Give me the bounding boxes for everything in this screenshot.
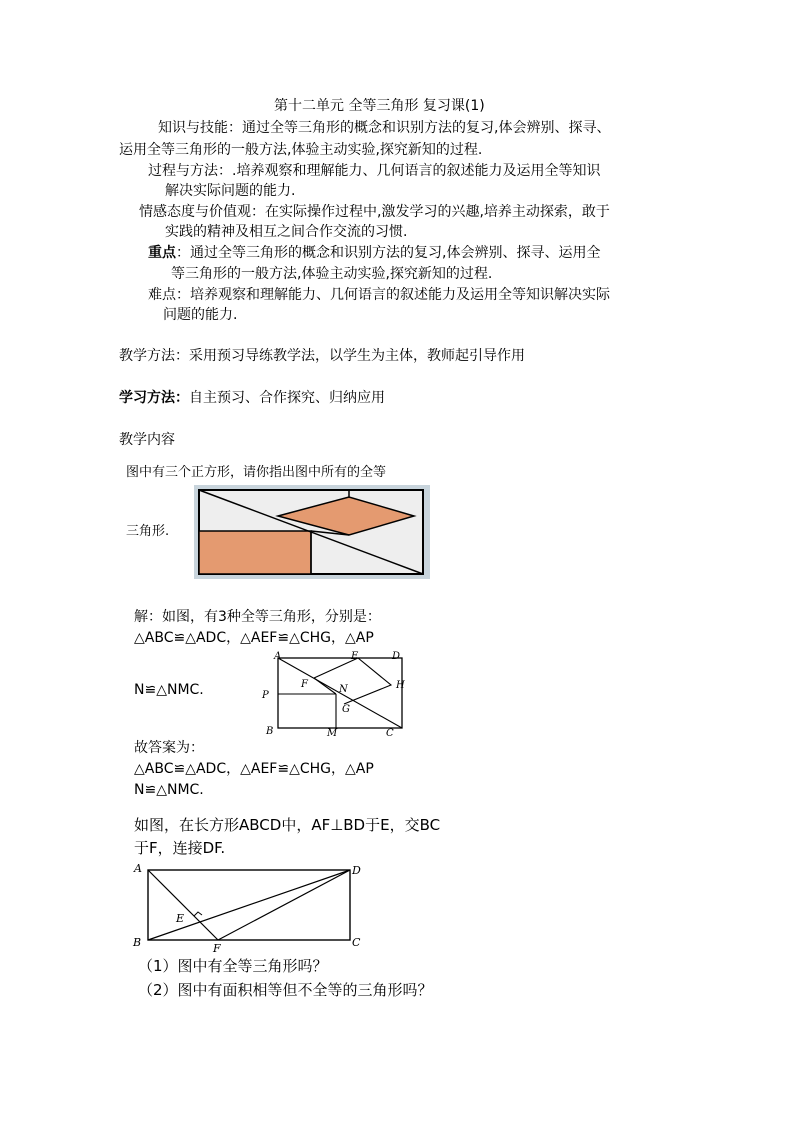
solution1-line-3: N≌△NMC. [134, 682, 204, 698]
problem1-line-1: 图中有三个正方形，请你指出图中所有的全等 [126, 465, 387, 480]
label-E: E [176, 912, 185, 925]
learning-method [119, 388, 385, 408]
label-C: C [386, 728, 394, 739]
label-N: N [339, 684, 348, 695]
segment-DF [218, 870, 350, 940]
problem2-diagram [130, 860, 370, 952]
problem2-line-2: 于F，连接DF. [134, 839, 226, 857]
problem1-line-2: 三角形. [126, 524, 170, 539]
content-heading: 教学内容 [119, 432, 175, 448]
label-A: A [134, 862, 142, 875]
right-angle-mark [194, 912, 202, 916]
key-points-line-1 [148, 243, 600, 263]
key-points-label: 重点 [148, 245, 176, 261]
label-P: P [262, 690, 269, 701]
label-D: D [392, 651, 401, 662]
label-E: E [351, 651, 359, 662]
segment-FN [314, 678, 336, 694]
answer-line-2: N≌△NMC. [134, 782, 204, 798]
page-title: 第十二单元 全等三角形 复习课(1) [274, 98, 485, 114]
question-1: （1）图中有全等三角形吗？ [138, 957, 328, 975]
solution1-line-1: 解：如图，有3种全等三角形，分别是： [134, 609, 381, 625]
problem1-squares-figure [194, 485, 430, 579]
solution1-line-2: △ABC≌△ADC，△AEF≌△CHG，△AP [134, 630, 374, 646]
label-D: D [352, 864, 361, 877]
label-F: F [301, 679, 308, 690]
solution1-diagram [256, 648, 416, 740]
process-line-1: 过程与方法：.培养观察和理解能力、几何语言的叙述能力及运用全等知识 [148, 163, 601, 179]
key-points-text: ：通过全等三角形的概念和识别方法的复习,体会辨别、探寻、运用全 [176, 245, 601, 261]
difficulty-line-2: 问题的能力. [163, 307, 238, 323]
attitude-line-1: 情感态度与价值观：在实际操作过程中,激发学习的兴趣,培养主动探索，敢于 [139, 204, 610, 220]
question-2: （2）图中有面积相等但不全等的三角形吗？ [138, 981, 433, 999]
problem2-line-1: 如图，在长方形ABCD中，AF⊥BD于E，交BC [134, 816, 441, 834]
segment-AF [148, 870, 218, 940]
teaching-method: 教学方法：采用预习导练教学法，以学生为主体，教师起引导作用 [119, 348, 525, 364]
lower-left-square [199, 531, 311, 574]
label-G: G [342, 704, 350, 715]
answer-label: 故答案为： [134, 740, 204, 756]
label-B: B [133, 936, 142, 949]
label-H: H [396, 680, 405, 691]
inner-square [314, 658, 391, 704]
knowledge-line-2: 运用全等三角形的一般方法,体验主动实验,探究新知的过程. [119, 142, 483, 158]
diagonal-BD [148, 870, 350, 940]
attitude-line-2: 实践的精神及相互之间合作交流的习惯. [165, 224, 408, 240]
difficulty-line-1: 难点：培养观察和理解能力、几何语言的叙述能力及运用全等知识解决实际 [148, 287, 610, 303]
knowledge-line-1: 知识与技能：通过全等三角形的概念和识别方法的复习,体会辨别、探寻、 [158, 120, 611, 136]
learning-method-text: 自主预习、合作探究、归纳应用 [189, 390, 385, 406]
label-A: A [274, 651, 282, 662]
label-M: M [327, 728, 338, 739]
key-points-line-2: 等三角形的一般方法,体验主动实验,探究新知的过程. [171, 266, 493, 282]
learning-method-label: 学习方法： [119, 390, 189, 406]
process-line-2: 解决实际问题的能力. [165, 183, 296, 199]
label-F: F [213, 942, 221, 952]
label-C: C [352, 936, 361, 949]
answer-line-1: △ABC≌△ADC，△AEF≌△CHG，△AP [134, 761, 374, 777]
label-B: B [266, 726, 274, 737]
